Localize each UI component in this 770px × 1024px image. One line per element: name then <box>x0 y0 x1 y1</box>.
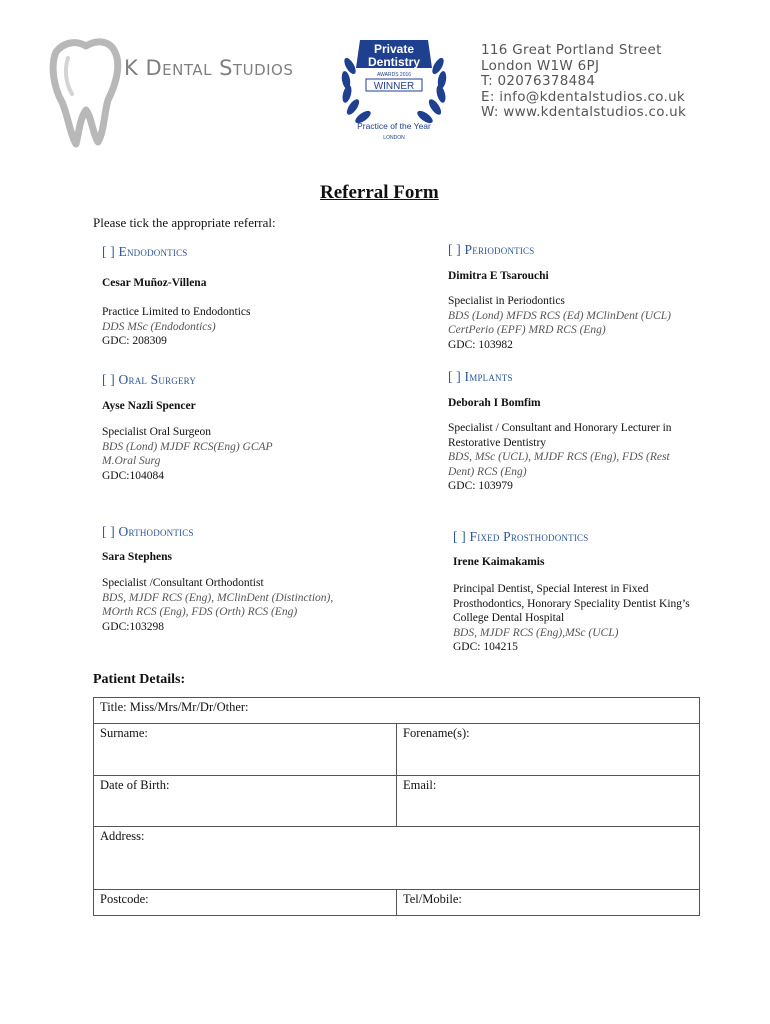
orthodontics-name: Sara Stephens <box>102 551 172 563</box>
award-badge <box>336 28 452 144</box>
implants-name: Deborah I Bomfim <box>448 397 541 409</box>
periodontics-gdc: GDC: 103982 <box>448 338 513 351</box>
patient-details-heading: Patient Details: <box>93 672 186 687</box>
award-line5: Practice of the Year <box>357 121 431 131</box>
address-label: Address: <box>100 829 145 843</box>
surname-label: Surname: <box>100 726 148 740</box>
endodontics-checkbox[interactable]: [ ] Endodontics <box>102 244 188 259</box>
periodontics-name: Dimitra E Tsarouchi <box>448 270 549 282</box>
title-label: Title: Miss/Mrs/Mr/Dr/Other: <box>100 700 249 714</box>
dob-field[interactable] <box>94 776 397 827</box>
fixed-prosthodontics-checkbox[interactable]: [ ] Fixed Prosthodontics <box>453 529 589 544</box>
implants-role: Specialist / Consultant and Honorary Lecturer in Restorative Dentistry <box>448 422 672 449</box>
surname-field[interactable] <box>94 724 397 776</box>
contact-address-line1: 116 Great Portland Street <box>481 42 662 58</box>
patient-details-table <box>93 697 700 916</box>
endodontics-details <box>102 305 402 349</box>
contact-website[interactable]: W: www.kdentalstudios.co.uk <box>481 104 687 120</box>
endodontics-name: Cesar Muñoz-Villena <box>102 277 207 289</box>
fixed-prosthodontics-name: Irene Kaimakamis <box>453 556 545 568</box>
award-line2: Dentistry <box>367 55 421 69</box>
endodontics-gdc: GDC: 208309 <box>102 335 167 347</box>
periodontics-details <box>448 294 718 352</box>
forename-label: Forename(s): <box>403 726 470 740</box>
fixed-prosthodontics-details <box>453 582 713 655</box>
orthodontics-details <box>102 576 337 634</box>
email-field[interactable] <box>397 776 700 827</box>
oral-surgery-checkbox[interactable]: [ ] Oral Surgery <box>102 372 197 387</box>
contact-email[interactable]: E: info@kdentalstudios.co.uk <box>481 88 686 105</box>
endodontics-role: Practice Limited to Endodontics <box>102 306 251 318</box>
oral-surgery-role: Specialist Oral Surgeon <box>102 426 212 438</box>
brand-name: K Dental Studios <box>124 56 294 80</box>
implants-checkbox[interactable]: [ ] Implants <box>448 369 513 384</box>
award-line4: WINNER <box>373 81 415 92</box>
postcode-field[interactable] <box>94 890 397 916</box>
periodontics-quals: BDS (Lond) MFDS RCS (Ed) MClinDent (UCL) CertPerio (EPF) MRD RCS (Eng) <box>448 309 671 336</box>
award-line6: LONDON <box>383 135 405 141</box>
oral-surgery-name: Ayse Nazli Spencer <box>102 400 196 412</box>
award-line3: AWARDS 2016 <box>376 72 412 78</box>
forename-field[interactable] <box>397 724 700 776</box>
intro-text: Please tick the appropriate referral: <box>93 215 276 230</box>
periodontics-role: Specialist in Periodontics <box>448 295 565 307</box>
award-line1: Private <box>373 42 415 56</box>
contact-phone: T: 02076378484 <box>481 73 596 89</box>
dob-label: Date of Birth: <box>100 778 170 792</box>
fixed-prosthodontics-gdc: GDC: 104215 <box>453 641 518 653</box>
orthodontics-gdc: GDC:103298 <box>102 620 164 633</box>
page-title: Referral Form <box>320 182 439 203</box>
implants-quals: BDS, MSc (UCL), MJDF RCS (Eng), FDS (Rest Dent) RCS (Eng) <box>448 451 670 478</box>
orthodontics-role: Specialist /Consultant Orthodontist <box>102 577 264 589</box>
fixed-prosthodontics-quals: BDS, MJDF RCS (Eng),MSc (UCL) <box>453 626 619 639</box>
tooth-logo-icon <box>46 36 126 148</box>
oral-surgery-quals: BDS (Lond) MJDF RCS(Eng) GCAP M.Oral Surg <box>102 440 273 467</box>
postcode-label: Postcode: <box>100 892 149 906</box>
oral-surgery-gdc: GDC:104084 <box>102 469 164 482</box>
tel-mobile-field[interactable] <box>397 890 700 916</box>
contact-address-line2: London W1W 6PJ <box>481 57 600 74</box>
orthodontics-quals: BDS, MJDF RCS (Eng), MClinDent (Distinction), MOrth RCS (Eng), FDS (Orth) RCS (Eng) <box>102 591 334 618</box>
tel-mobile-label: Tel/Mobile: <box>403 892 462 906</box>
email-label: Email: <box>403 778 437 792</box>
implants-details <box>448 421 698 494</box>
periodontics-checkbox[interactable]: [ ] Periodontics <box>448 242 535 257</box>
fixed-prosthodontics-role: Principal Dentist, Special Interest in Fixed Prosthodontics, Honorary Speciality Dentist King’s College Dental Hospital <box>453 583 690 624</box>
endodontics-quals: DDS MSc (Endodontics) <box>102 320 216 333</box>
oral-surgery-details <box>102 425 307 483</box>
contact-block <box>481 43 686 121</box>
address-field[interactable] <box>94 827 700 890</box>
orthodontics-checkbox[interactable]: [ ] Orthodontics <box>102 524 194 539</box>
implants-gdc: GDC: 103979 <box>448 480 513 492</box>
title-field[interactable] <box>94 698 700 724</box>
